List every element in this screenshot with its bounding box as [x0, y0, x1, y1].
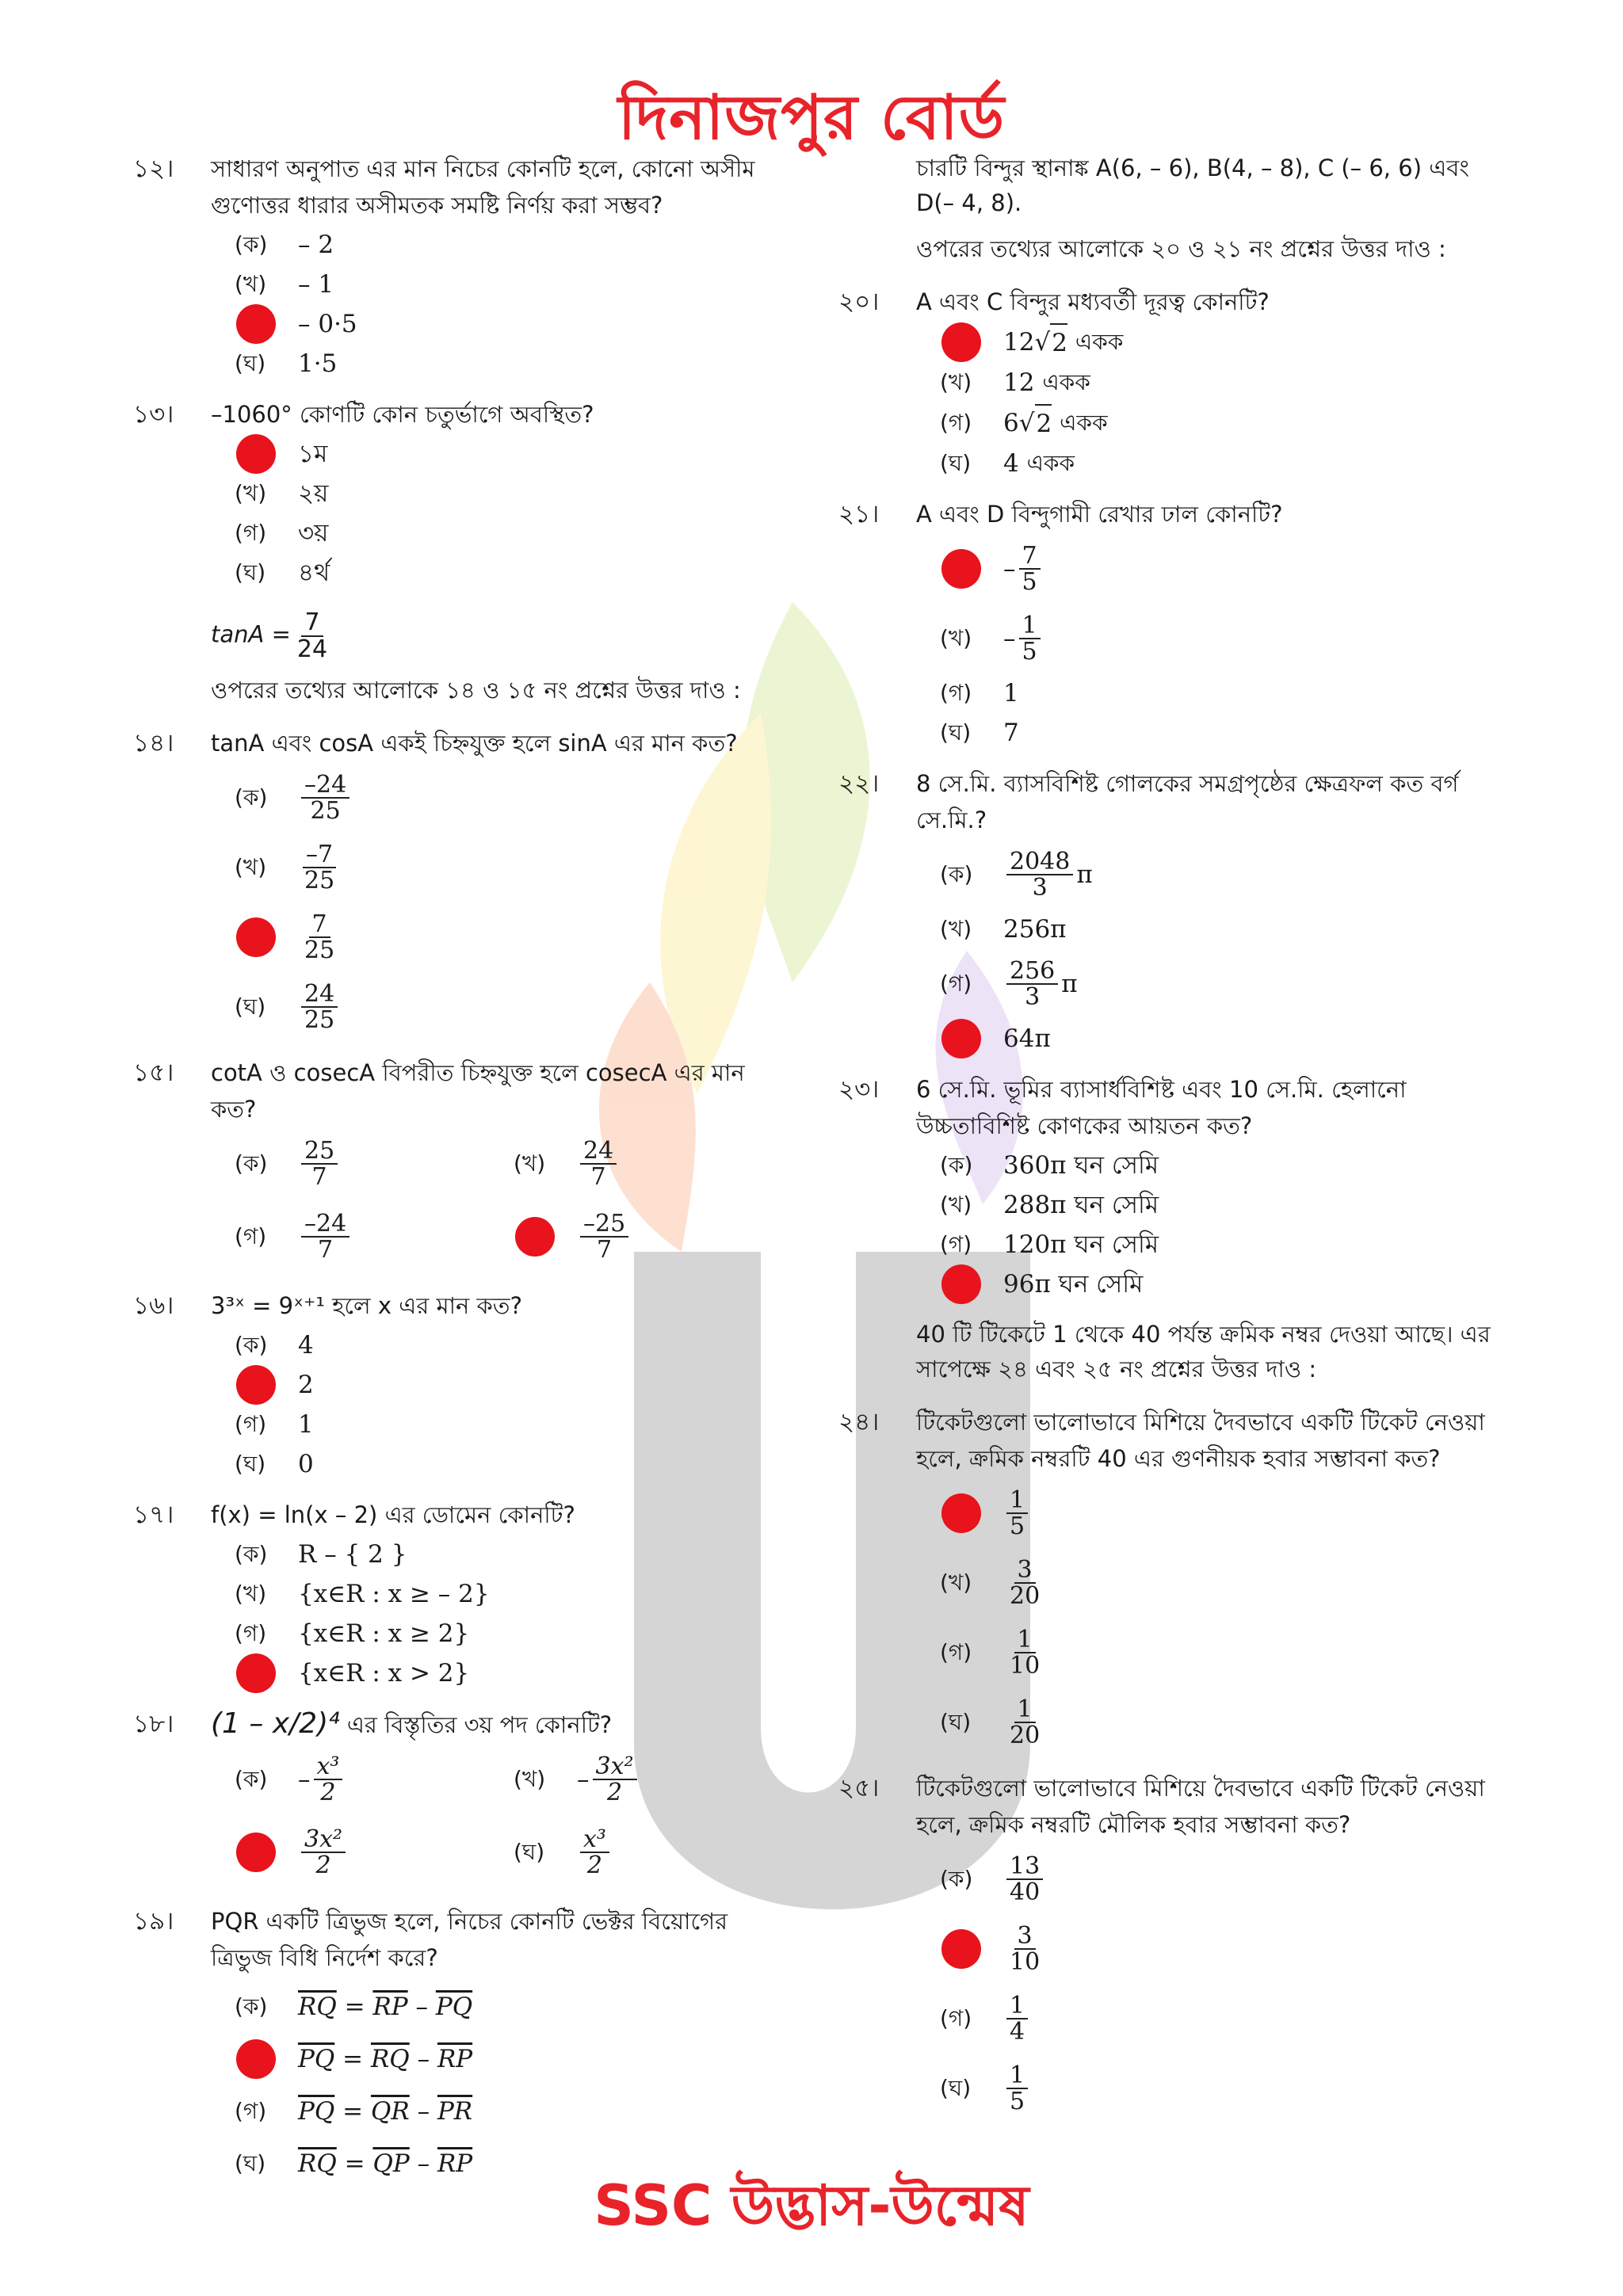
answer-dot-icon — [941, 549, 981, 589]
option-gha[interactable]: (ঘ) 4 একক — [940, 449, 1075, 478]
footer-brand: SSC উদ্ভাস-উন্মেষ — [594, 2173, 1029, 2238]
option-kha[interactable]: (খ) 288π ঘন সেমি — [940, 1191, 1159, 1219]
stem-20-21: চারটি বিন্দুর স্থানাঙ্ক A(6, – 6), B(4, – 8), C (– 6, 6) এবং D(– 4, 8). ওপরের তথ্যের আলোকে ২০ ও ২১ নং প্রশ্নের উত্তর দাও : — [916, 154, 1469, 262]
option-ka-selected[interactable]: $\frac{1}{5}$ — [940, 1480, 1506, 1547]
question-24 — [840, 1404, 1506, 1756]
option-ka-selected[interactable]: – $\frac{7}{5}$ — [940, 536, 1506, 602]
option-kha[interactable]: (খ) – $\frac{\text{3x²}}{2}$ — [514, 1746, 777, 1813]
option-gha[interactable]: (ঘ) $\frac{24}{25}$ — [235, 974, 777, 1040]
option-kha[interactable]: (খ) $\frac{24}{7}$ — [514, 1131, 777, 1197]
question-text: f(x) = ln(x – 2) এর ডোমেন কোনটি? — [211, 1501, 575, 1528]
option-kha[interactable]: (খ) $\frac{-7}{25}$ — [235, 840, 335, 894]
question-number: ২১। — [838, 500, 880, 528]
option-gha[interactable]: (ঘ) $\frac{1}{5}$ — [940, 2055, 1506, 2122]
question-text: –1060° কোণটি কোন চতুর্ভাগে অবস্থিত? — [211, 401, 594, 428]
option-ka-selected[interactable]: ১ম — [235, 436, 777, 472]
option-ka-selected[interactable]: 12 √ 2 একক — [940, 323, 1506, 361]
answer-dot-icon — [941, 322, 981, 362]
question-number: ১৮। — [133, 1710, 174, 1738]
question-number: ১৬। — [133, 1291, 174, 1320]
answer-dot-icon — [941, 1264, 981, 1304]
question-text: (1 – x/2)⁴ এর বিস্তৃতির ৩য় পদ কোনটি? — [211, 1707, 613, 1740]
option-kha-selected[interactable]: $\frac{3}{10}$ — [940, 1916, 1506, 1982]
question-number: ২২। — [838, 769, 880, 798]
option-kha[interactable]: (খ) 12 একক — [940, 368, 1090, 397]
question-20 — [840, 284, 1506, 482]
option-ka[interactable]: (ক) R – { 2 } — [235, 1540, 407, 1569]
question-text: tanA এবং cosA একই চিহ্নযুক্ত হলে sinA এর মান কত? — [211, 730, 738, 757]
question-12 — [135, 151, 777, 382]
question-number: ২৪। — [838, 1408, 880, 1436]
option-gha[interactable]: (ঘ) ৪র্থ — [235, 559, 330, 587]
option-kha-selected[interactable]: 2 — [235, 1367, 777, 1403]
answer-dot-icon — [941, 1019, 981, 1058]
board-title: দিনাজপুর বোর্ড — [617, 82, 1006, 154]
option-ga-selected[interactable]: – 0·5 — [235, 306, 777, 342]
question-number: ২৫। — [838, 1774, 880, 1802]
question-16 — [135, 1287, 777, 1482]
question-text: 3³ˣ = 9ˣ⁺¹ হলে x এর মান কত? — [211, 1292, 522, 1319]
answer-dot-icon — [941, 1929, 981, 1969]
option-kha[interactable]: (খ) {x∈R : x ≥ – 2} — [235, 1580, 490, 1608]
question-text: 6 সে.মি. ভূমির ব্যাসার্ধবিশিষ্ট এবং 10 সে.মি. হেলানো উচ্চতাবিশিষ্ট কোণকের আয়তন কত? — [916, 1076, 1407, 1139]
option-gha-selected[interactable]: 64π — [940, 1020, 1506, 1057]
option-ga-selected[interactable]: $\frac{\text{3x²}}{2}$ — [235, 1819, 498, 1886]
option-ka[interactable]: (ক) – $\frac{\text{x³}}{2}$ — [235, 1746, 498, 1813]
option-ga[interactable]: (গ) $\frac{-24}{7}$ — [235, 1203, 498, 1270]
question-number: ২০। — [838, 288, 880, 316]
left-column — [135, 151, 777, 2203]
question-text: 8 সে.মি. ব্যাসবিশিষ্ট গোলকের সমগ্রপৃষ্ঠের ক্ষেত্রফল কত বর্গ সে.মি.? — [916, 770, 1459, 833]
option-ga[interactable]: (গ) 120π ঘন সেমি — [940, 1230, 1159, 1259]
option-gha[interactable]: (ঘ) $\overline{RQ} = \overline{QP} - \overline{RP}$ — [235, 2149, 473, 2178]
question-number: ১৪। — [133, 729, 174, 757]
question-text: PQR একটি ত্রিভুজ হলে, নিচের কোনটি ভেক্টর বিয়োগের ত্রিভুজ বিধি নির্দেশ করে? — [211, 1908, 728, 1971]
option-ka[interactable]: (ক) $\frac{25}{7}$ — [235, 1131, 498, 1197]
answer-dot-icon — [236, 1365, 276, 1405]
question-14 — [135, 725, 777, 1040]
option-ka[interactable]: (ক) 4 — [235, 1331, 314, 1360]
answer-dot-icon — [236, 304, 276, 344]
question-21 — [840, 496, 1506, 751]
option-ka[interactable]: (ক) – 2 — [235, 231, 334, 259]
question-17 — [135, 1497, 777, 1691]
answer-dot-icon — [236, 2039, 276, 2079]
option-gha[interactable]: (ঘ) 1·5 — [235, 349, 338, 378]
question-text: টিকেটগুলো ভালোভাবে মিশিয়ে দৈবভাবে একটি টিকেট নেওয়া হলে, ক্রমিক নম্বরটি মৌলিক হবার সম্ভাবনা কত? — [916, 1775, 1485, 1838]
option-gha-selected[interactable]: $\frac{-25}{7}$ — [514, 1203, 777, 1270]
option-ga[interactable]: (গ) $\frac{256}{3}$ π — [940, 956, 1078, 1011]
option-gha[interactable]: (ঘ) $\frac{1}{20}$ — [940, 1695, 1041, 1749]
option-ga[interactable]: (গ) 1 — [940, 679, 1019, 707]
option-ka[interactable]: (ক) $\frac{-24}{25}$ — [235, 765, 777, 831]
option-kha[interactable]: (খ) – $\frac{1}{5}$ — [940, 605, 1506, 672]
option-gha[interactable]: (ঘ) 7 — [940, 719, 1019, 747]
option-ga[interactable]: (গ) ৩য় — [235, 519, 329, 547]
option-kha[interactable]: (খ) ২য় — [235, 479, 329, 508]
question-22 — [840, 765, 1506, 1057]
option-ka[interactable]: (ক) $\overline{RQ} = \overline{RP} - \overline{PQ}$ — [235, 1993, 473, 2021]
question-number: ১৫। — [133, 1058, 174, 1087]
question-23 — [840, 1071, 1506, 1302]
option-gha[interactable]: (ঘ) 0 — [235, 1450, 314, 1478]
question-text: টিকেটগুলো ভালোভাবে মিশিয়ে দৈবভাবে একটি টিকেট নেওয়া হলে, ক্রমিক নম্বরটি 40 এর গুণনীয়ক হবার সম্ভাবনা কত? — [916, 1409, 1485, 1472]
option-gha-selected[interactable]: {x∈R : x > 2} — [235, 1655, 777, 1691]
option-ga[interactable]: (গ) {x∈R : x ≥ 2} — [235, 1619, 470, 1648]
option-kha[interactable]: (খ) 256π — [940, 915, 1067, 944]
stem-14-15: tanA = $\frac{7}{24}$ ওপরের তথ্যের আলোকে ১৪ ও ১৫ নং প্রশ্নের উত্তর দাও : — [211, 608, 741, 704]
option-ka[interactable]: (ক) 360π ঘন সেমি — [940, 1151, 1159, 1180]
answer-dot-icon — [236, 434, 276, 474]
option-ga[interactable]: (গ) $\frac{1}{10}$ — [940, 1625, 1041, 1680]
answer-dot-icon — [236, 917, 276, 957]
option-kha[interactable]: (খ) $\frac{3}{20}$ — [940, 1555, 1041, 1610]
right-column — [840, 151, 1506, 2136]
option-gha-selected[interactable]: 96π ঘন সেমি — [940, 1266, 1506, 1302]
option-gha[interactable]: (ঘ) $\frac{\text{x³}}{2}$ — [514, 1819, 777, 1886]
question-19 — [135, 1903, 777, 2188]
question-text: A এবং D বিন্দুগামী রেখার ঢাল কোনটি? — [916, 501, 1283, 528]
option-ka[interactable]: (ক) $\frac{2048}{3}$ π — [940, 847, 1093, 902]
option-ga[interactable]: (গ) 1 — [235, 1410, 314, 1439]
answer-dot-icon — [236, 1833, 276, 1872]
question-text: cotA ও cosecA বিপরীত চিহ্নযুক্ত হলে cosecA এর মান কত? — [211, 1059, 745, 1123]
option-ga[interactable]: (গ) $\overline{PQ} = \overline{QR} - \overline{PR}$ — [235, 2097, 473, 2126]
option-ga-selected[interactable]: $\frac{7}{25}$ — [235, 904, 777, 971]
question-number: ১২। — [133, 154, 174, 183]
question-number: ২৩। — [838, 1075, 880, 1104]
question-15 — [135, 1055, 777, 1273]
answer-dot-icon — [515, 1217, 555, 1257]
answer-dot-icon — [941, 1493, 981, 1533]
question-13 — [135, 396, 777, 591]
stem-24-25: 40 টি টিকেটে 1 থেকে 40 পর্যন্ত ক্রমিক নম্বর দেওয়া আছে। এর সাপেক্ষে ২৪ এবং ২৫ নং প্রশ্নের উত্তর দাও : — [916, 1321, 1491, 1383]
question-text: A এবং C বিন্দুর মধ্যবর্তী দূরত্ব কোনটি? — [916, 288, 1270, 315]
question-text: সাধারণ অনুপাত এর মান নিচের কোনটি হলে, কোনো অসীম গুণোত্তর ধারার অসীমতক সমষ্টি নির্ণয় করা সম্ভব? — [211, 155, 755, 219]
question-number: ১৯। — [133, 1907, 174, 1936]
option-ga[interactable]: (গ) 6 √ 2 একক — [940, 404, 1506, 442]
option-ga[interactable]: (গ) $\frac{1}{4}$ — [940, 1985, 1506, 2052]
question-number: ১৩। — [133, 400, 174, 429]
question-25 — [840, 1770, 1506, 2122]
option-ka[interactable]: (ক) $\frac{13}{40}$ — [940, 1846, 1506, 1913]
question-number: ১৭। — [133, 1501, 174, 1529]
option-kha-selected[interactable]: $\overline{PQ} = \overline{RQ} - \overline{RP}$ — [235, 2035, 777, 2084]
question-18 — [135, 1706, 777, 1889]
answer-dot-icon — [236, 1653, 276, 1693]
option-kha[interactable]: (খ) – 1 — [235, 270, 334, 299]
